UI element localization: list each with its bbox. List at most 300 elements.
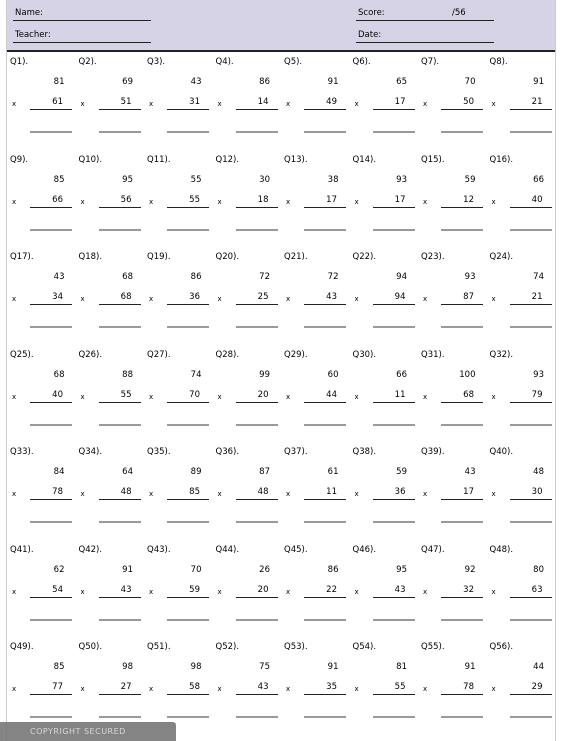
problem-cell — [487, 540, 556, 638]
multiplier-line — [510, 585, 552, 598]
multiplier-line — [99, 487, 141, 500]
answer-blank[interactable] — [510, 131, 552, 133]
answer-blank[interactable] — [99, 229, 141, 231]
question-number: Q34). — [78, 447, 103, 457]
answer-blank[interactable] — [441, 131, 483, 133]
multiplicand: 68 — [122, 272, 133, 282]
multiplier-line — [236, 390, 278, 403]
multiplicand: 60 — [327, 369, 339, 380]
score-label: Score: — [358, 8, 385, 18]
teacher-field[interactable] — [13, 29, 151, 43]
multiplier: 17 — [463, 487, 474, 497]
answer-blank[interactable] — [167, 131, 209, 133]
question-number: Q18). — [78, 252, 103, 262]
multiplicand: 85 — [53, 174, 65, 185]
multiplicand: 91 — [464, 662, 476, 672]
multiplier-line — [167, 585, 209, 598]
question-number: Q23). — [421, 252, 445, 262]
problem-cell — [144, 637, 213, 735]
problem-cell — [213, 637, 282, 735]
answer-blank[interactable] — [510, 326, 552, 328]
question-number: Q55). — [421, 642, 445, 652]
answer-blank[interactable] — [99, 131, 141, 133]
answer-blank[interactable] — [167, 716, 209, 718]
problem-cell — [418, 345, 487, 443]
problem-cell — [7, 52, 76, 150]
multiplicand: 91 — [327, 662, 339, 672]
question-number: Q48). — [489, 544, 514, 555]
multiplicand: 85 — [53, 662, 65, 672]
times-sign: x — [80, 295, 85, 303]
question-number: Q8). — [489, 57, 508, 67]
multiplicand: 43 — [464, 467, 476, 477]
multiplier: 44 — [326, 389, 337, 400]
answer-blank[interactable] — [30, 424, 72, 426]
times-sign: x — [491, 490, 496, 498]
multiplicand: 89 — [190, 467, 202, 477]
answer-blank[interactable] — [510, 716, 552, 718]
problem-cell — [213, 442, 282, 540]
multiplier: 66 — [52, 194, 63, 205]
problem-cell — [418, 540, 487, 638]
teacher-label: Teacher: — [15, 30, 51, 40]
question-number: Q52). — [215, 642, 240, 652]
multiplier: 55 — [394, 682, 406, 692]
question-number: Q39). — [421, 447, 445, 457]
multiplier: 85 — [189, 487, 200, 497]
multiplier: 43 — [120, 584, 132, 595]
times-sign: x — [149, 295, 154, 303]
answer-blank[interactable] — [441, 619, 483, 621]
answer-blank[interactable] — [99, 716, 141, 718]
multiplier-line — [99, 585, 141, 598]
multiplier-line — [99, 390, 141, 403]
problem-cell — [213, 540, 282, 638]
answer-blank[interactable] — [236, 716, 278, 718]
answer-blank[interactable] — [99, 619, 141, 621]
answer-blank[interactable] — [30, 131, 72, 133]
multiplier-line — [99, 195, 141, 208]
multiplicand: 98 — [122, 662, 133, 672]
question-number: Q45). — [284, 544, 308, 555]
answer-blank[interactable] — [304, 229, 346, 231]
times-sign: x — [12, 100, 17, 108]
answer-blank[interactable] — [373, 521, 415, 523]
question-number: Q36). — [215, 447, 240, 457]
times-sign: x — [12, 685, 17, 693]
problem-cell — [281, 247, 350, 345]
multiplier: 56 — [120, 194, 132, 205]
problem-cell — [418, 637, 487, 735]
problem-cell — [418, 52, 487, 150]
problem-cell — [281, 150, 350, 248]
times-sign: x — [423, 100, 428, 108]
multiplier: 18 — [257, 194, 269, 205]
question-number: Q11). — [147, 154, 171, 165]
multiplier: 48 — [257, 487, 269, 497]
question-number: Q30). — [352, 349, 377, 360]
multiplier-line — [510, 487, 552, 500]
answer-blank[interactable] — [236, 424, 278, 426]
problem-cell — [350, 540, 419, 638]
times-sign: x — [80, 685, 85, 693]
multiplicand: 93 — [533, 369, 544, 380]
worksheet-page — [6, 0, 556, 741]
multiplier-line — [30, 585, 72, 598]
multiplier: 27 — [120, 682, 132, 692]
answer-blank[interactable] — [236, 619, 278, 621]
multiplier-line — [441, 585, 483, 598]
times-sign: x — [217, 392, 222, 401]
multiplicand: 88 — [122, 369, 133, 380]
multiplicand: 74 — [533, 272, 544, 282]
multiplier-line — [167, 487, 209, 500]
multiplier: 32 — [463, 584, 474, 595]
times-sign: x — [80, 100, 85, 108]
times-sign: x — [354, 392, 359, 401]
multiplicand: 87 — [259, 467, 270, 477]
question-number: Q25). — [10, 349, 34, 360]
times-sign: x — [149, 197, 154, 206]
date-field[interactable] — [356, 29, 494, 43]
multiplier: 20 — [257, 584, 269, 595]
multiplier-line — [236, 195, 278, 208]
problem-cell — [350, 345, 419, 443]
answer-blank[interactable] — [167, 424, 209, 426]
multiplier: 51 — [120, 97, 132, 107]
multiplicand: 81 — [396, 662, 407, 672]
answer-blank[interactable] — [373, 619, 415, 621]
answer-blank[interactable] — [167, 521, 209, 523]
date-label: Date: — [358, 30, 382, 40]
multiplier-line — [373, 195, 415, 208]
times-sign: x — [80, 490, 85, 498]
problem-cell — [213, 345, 282, 443]
multiplier: 34 — [52, 292, 63, 302]
multiplier: 61 — [52, 97, 63, 107]
multiplicand: 99 — [259, 369, 270, 380]
multiplier-line — [236, 682, 278, 695]
problem-grid — [7, 52, 555, 735]
question-number: Q32). — [489, 349, 514, 360]
multiplier: 49 — [326, 97, 337, 107]
problem-cell — [7, 442, 76, 540]
problem-row — [7, 247, 555, 345]
times-sign: x — [354, 295, 359, 303]
question-number: Q2). — [78, 57, 97, 67]
multiplicand: 98 — [190, 662, 202, 672]
times-sign: x — [12, 392, 17, 401]
multiplicand: 86 — [190, 272, 202, 282]
times-sign: x — [286, 295, 291, 303]
multiplier: 94 — [394, 292, 406, 302]
times-sign: x — [12, 197, 17, 206]
answer-blank[interactable] — [30, 619, 72, 621]
multiplier-line — [30, 390, 72, 403]
problem-cell — [76, 442, 145, 540]
answer-blank[interactable] — [441, 229, 483, 231]
multiplier-line — [373, 390, 415, 403]
problem-cell — [144, 442, 213, 540]
multiplier: 17 — [394, 194, 406, 205]
answer-blank[interactable] — [304, 131, 346, 133]
problem-cell — [76, 247, 145, 345]
times-sign: x — [80, 197, 85, 206]
times-sign: x — [286, 490, 291, 498]
answer-blank[interactable] — [373, 326, 415, 328]
answer-blank[interactable] — [510, 424, 552, 426]
multiplier-line — [304, 97, 346, 110]
answer-blank[interactable] — [99, 521, 141, 523]
multiplier-line — [441, 292, 483, 305]
multiplier: 36 — [189, 292, 200, 302]
answer-blank[interactable] — [30, 716, 72, 718]
problem-cell — [7, 150, 76, 248]
times-sign: x — [217, 685, 222, 693]
answer-blank[interactable] — [236, 229, 278, 231]
multiplier: 11 — [326, 487, 337, 497]
question-number: Q54). — [352, 642, 377, 652]
multiplier: 70 — [189, 389, 200, 400]
multiplier: 11 — [394, 389, 406, 400]
question-number: Q51). — [147, 642, 171, 652]
times-sign: x — [423, 197, 428, 206]
multiplier: 14 — [257, 97, 269, 107]
answer-blank[interactable] — [373, 131, 415, 133]
answer-blank[interactable] — [304, 716, 346, 718]
times-sign: x — [491, 587, 496, 596]
name-field[interactable] — [13, 7, 151, 21]
answer-blank[interactable] — [30, 326, 72, 328]
answer-blank[interactable] — [30, 229, 72, 231]
multiplier: 21 — [531, 292, 543, 302]
times-sign: x — [80, 587, 85, 596]
multiplier: 29 — [531, 682, 543, 692]
times-sign: x — [80, 392, 85, 401]
problem-cell — [76, 540, 145, 638]
problem-cell — [487, 52, 556, 150]
times-sign: x — [491, 392, 496, 401]
problem-cell — [76, 150, 145, 248]
question-number: Q47). — [421, 544, 445, 555]
multiplier: 35 — [326, 682, 337, 692]
multiplier: 78 — [463, 682, 474, 692]
problem-cell — [144, 247, 213, 345]
answer-blank[interactable] — [99, 424, 141, 426]
answer-blank[interactable] — [236, 131, 278, 133]
multiplicand: 70 — [190, 564, 202, 575]
answer-blank[interactable] — [441, 424, 483, 426]
problem-cell — [213, 247, 282, 345]
multiplicand: 43 — [53, 272, 65, 282]
answer-blank[interactable] — [304, 619, 346, 621]
times-sign: x — [423, 392, 428, 401]
problem-cell — [144, 52, 213, 150]
multiplier-line — [30, 292, 72, 305]
problem-cell — [7, 540, 76, 638]
multiplicand: 43 — [190, 77, 202, 87]
answer-blank[interactable] — [236, 326, 278, 328]
multiplier-line — [304, 390, 346, 403]
multiplier-line — [510, 195, 552, 208]
multiplier-line — [167, 195, 209, 208]
multiplicand: 100 — [459, 369, 476, 380]
multiplicand: 65 — [396, 77, 407, 87]
multiplier-line — [373, 487, 415, 500]
answer-blank[interactable] — [167, 229, 209, 231]
question-number: Q3). — [147, 57, 166, 67]
question-number: Q33). — [10, 447, 34, 457]
multiplier-line — [510, 390, 552, 403]
answer-blank[interactable] — [373, 229, 415, 231]
multiplier: 25 — [257, 292, 269, 302]
multiplicand: 86 — [259, 77, 270, 87]
multiplier: 77 — [52, 682, 63, 692]
answer-blank[interactable] — [373, 716, 415, 718]
multiplier-line — [167, 97, 209, 110]
multiplicand: 59 — [396, 467, 407, 477]
multiplicand: 92 — [464, 564, 476, 575]
multiplier: 17 — [326, 194, 337, 205]
multiplier: 54 — [52, 584, 63, 595]
multiplier-line — [373, 292, 415, 305]
multiplier-line — [236, 487, 278, 500]
problem-cell — [7, 247, 76, 345]
multiplier-line — [510, 97, 552, 110]
answer-blank[interactable] — [99, 326, 141, 328]
times-sign: x — [217, 100, 222, 108]
multiplier-line — [373, 97, 415, 110]
problem-cell — [144, 150, 213, 248]
multiplicand: 59 — [464, 174, 476, 185]
question-number: Q13). — [284, 154, 308, 165]
times-sign: x — [12, 490, 17, 498]
answer-blank[interactable] — [510, 619, 552, 621]
multiplicand: 80 — [533, 564, 544, 575]
multiplier: 68 — [463, 389, 474, 400]
name-label: Name: — [15, 8, 43, 18]
score-total: /56 — [452, 8, 466, 18]
times-sign: x — [149, 685, 154, 693]
question-number: Q50). — [78, 642, 103, 652]
multiplicand: 69 — [122, 77, 133, 87]
multiplier-line — [304, 585, 346, 598]
answer-blank[interactable] — [167, 326, 209, 328]
problem-cell — [350, 247, 419, 345]
times-sign: x — [286, 197, 291, 206]
multiplier-line — [30, 487, 72, 500]
multiplier: 21 — [531, 97, 543, 107]
problem-cell — [487, 442, 556, 540]
problem-row — [7, 345, 555, 443]
question-number: Q10). — [78, 154, 103, 165]
answer-blank[interactable] — [236, 521, 278, 523]
problem-cell — [281, 540, 350, 638]
answer-blank[interactable] — [373, 424, 415, 426]
multiplier: 43 — [257, 682, 269, 692]
multiplier: 78 — [52, 487, 63, 497]
multiplicand: 68 — [53, 369, 65, 380]
multiplicand: 93 — [464, 272, 476, 282]
multiplier: 12 — [463, 194, 474, 205]
problem-cell — [350, 637, 419, 735]
answer-blank[interactable] — [304, 424, 346, 426]
question-number: Q38). — [352, 447, 377, 457]
answer-blank[interactable] — [441, 326, 483, 328]
multiplicand: 95 — [396, 564, 407, 575]
question-number: Q4). — [215, 57, 234, 67]
multiplier: 55 — [120, 389, 132, 400]
problem-cell — [7, 637, 76, 735]
multiplier-line — [304, 195, 346, 208]
question-number: Q5). — [284, 57, 303, 67]
multiplicand: 72 — [259, 272, 270, 282]
multiplier-line — [30, 97, 72, 110]
times-sign: x — [149, 490, 154, 498]
question-number: Q24). — [489, 252, 514, 262]
multiplier-line — [99, 97, 141, 110]
times-sign: x — [491, 197, 496, 206]
question-number: Q22). — [352, 252, 377, 262]
multiplier-line — [510, 292, 552, 305]
problem-cell — [418, 150, 487, 248]
multiplicand: 74 — [190, 369, 202, 380]
question-number: Q29). — [284, 349, 308, 360]
copyright-watermark: COPYRIGHT SECURED — [0, 722, 176, 741]
multiplicand: 91 — [533, 77, 544, 87]
multiplicand: 72 — [327, 272, 339, 282]
question-number: Q53). — [284, 642, 308, 652]
answer-blank[interactable] — [167, 619, 209, 621]
score-field[interactable] — [356, 7, 494, 21]
multiplier: 22 — [326, 584, 337, 595]
question-number: Q27). — [147, 349, 171, 360]
multiplicand: 55 — [190, 174, 202, 185]
question-number: Q1). — [10, 57, 29, 67]
problem-cell — [213, 150, 282, 248]
answer-blank[interactable] — [304, 521, 346, 523]
answer-blank[interactable] — [30, 521, 72, 523]
problem-cell — [350, 442, 419, 540]
answer-blank[interactable] — [441, 521, 483, 523]
problem-cell — [144, 540, 213, 638]
answer-blank[interactable] — [510, 521, 552, 523]
times-sign: x — [491, 685, 496, 693]
question-number: Q31). — [421, 349, 445, 360]
times-sign: x — [286, 100, 291, 108]
problem-cell — [487, 247, 556, 345]
multiplier: 40 — [52, 389, 63, 400]
question-number: Q35). — [147, 447, 171, 457]
multiplier-line — [441, 97, 483, 110]
answer-blank[interactable] — [441, 716, 483, 718]
multiplier-line — [304, 292, 346, 305]
problem-cell — [76, 637, 145, 735]
times-sign: x — [286, 587, 291, 596]
times-sign: x — [423, 685, 428, 693]
multiplier: 55 — [189, 194, 200, 205]
multiplier-line — [441, 682, 483, 695]
multiplier-line — [30, 195, 72, 208]
times-sign: x — [12, 295, 17, 303]
answer-blank[interactable] — [510, 229, 552, 231]
answer-blank[interactable] — [304, 326, 346, 328]
times-sign: x — [354, 685, 359, 693]
multiplier-line — [441, 487, 483, 500]
question-number: Q12). — [215, 154, 240, 165]
multiplier-line — [167, 682, 209, 695]
times-sign: x — [491, 295, 496, 303]
